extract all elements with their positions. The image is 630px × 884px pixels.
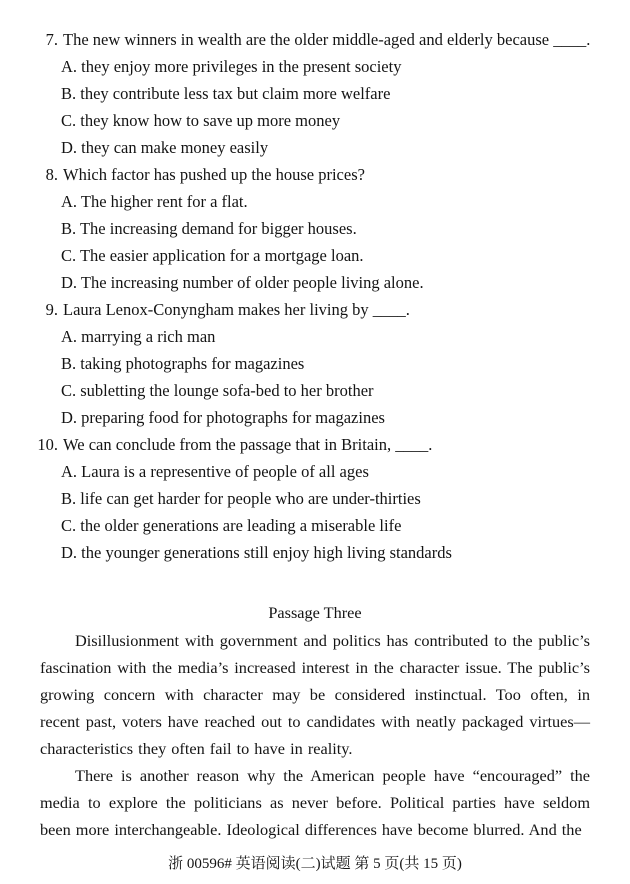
answer-option: D. preparing food for photographs for magazines <box>61 408 385 427</box>
question-stem <box>37 296 592 323</box>
question-text: Laura Lenox-Conyngham makes her living by ____. <box>63 300 410 319</box>
question-number: 7. <box>45 30 58 49</box>
passage-paragraph: There is another reason why the American people have “encouraged” the media to explore the politicians as never before. Political parties have seldom been more interchangeable. Ideological differences have become blurred. And the <box>40 766 590 839</box>
answer-option: C. subletting the lounge sofa-bed to her brother <box>61 381 374 400</box>
page-footer: 浙 00596# 英语阅读(二)试题 第 5 页(共 15 页) <box>168 856 462 872</box>
answer-option: D. they can make money easily <box>61 138 269 157</box>
answer-option: D. the younger generations still enjoy high living standards <box>61 543 452 562</box>
question-stem <box>37 161 592 188</box>
question-text: We can conclude from the passage that in Britain, ____. <box>63 435 433 454</box>
answer-option: C. The easier application for a mortgage loan. <box>61 246 364 265</box>
answer-option: B. taking photographs for magazines <box>61 354 305 373</box>
answer-option: A. Laura is a representive of people of all ages <box>61 462 369 481</box>
question-9 <box>37 296 592 431</box>
question-number: 9. <box>45 300 58 319</box>
question-text: The new winners in wealth are the older middle-aged and elderly because ____. <box>63 30 591 49</box>
answer-option: A. The higher rent for a flat. <box>61 192 248 211</box>
question-text: Which factor has pushed up the house prices? <box>63 165 365 184</box>
answer-option: B. they contribute less tax but claim more welfare <box>61 84 391 103</box>
answer-option: B. life can get harder for people who are under-thirties <box>61 489 421 508</box>
question-number: 10. <box>37 435 58 454</box>
passage-paragraph: Disillusionment with government and politics has contributed to the public’s fascination with the media’s increased interest in the character issue. The public’s growing concern with character may be considered instinctual. Too often, in recent past, voters have reached out to candidates with neatly packaged virtues—characteristics they often fail to have in reality. <box>40 631 590 758</box>
question-8 <box>37 161 592 296</box>
question-stem <box>37 26 592 53</box>
question-number: 8. <box>45 165 58 184</box>
answer-option: A. they enjoy more privileges in the present society <box>61 57 402 76</box>
question-10 <box>37 431 592 566</box>
question-7 <box>37 26 592 161</box>
answer-option: B. The increasing demand for bigger houses. <box>61 219 357 238</box>
passage-section <box>0 599 630 843</box>
answer-option: C. the older generations are leading a miserable life <box>61 516 402 535</box>
answer-option: C. they know how to save up more money <box>61 111 341 130</box>
answer-option: D. The increasing number of older people living alone. <box>61 273 424 292</box>
question-stem <box>37 431 592 458</box>
answer-option: A. marrying a rich man <box>61 327 216 346</box>
passage-heading: Passage Three <box>268 603 362 622</box>
